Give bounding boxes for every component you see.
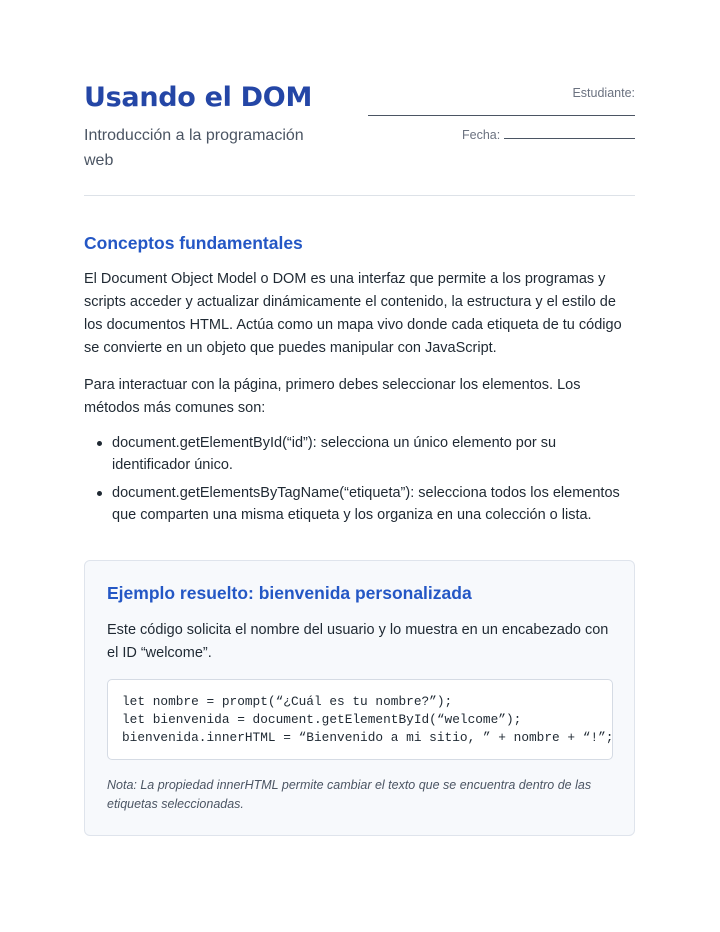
worked-example-box [84, 560, 635, 836]
date-row [462, 128, 635, 142]
student-label: Estudiante: [572, 86, 635, 100]
methods-paragraph: Para interactuar con la página, primero debes seleccionar los elementos. Los métodos más comunes son: [84, 377, 581, 416]
worksheet-header [84, 80, 635, 196]
code-line: bienvenida.innerHTML = “Bienvenido a mi sitio, ” + nombre + “!”; [122, 730, 614, 745]
list-item [84, 482, 635, 526]
bullet-dot-icon [97, 441, 102, 446]
student-name-field[interactable] [368, 115, 635, 116]
date-field[interactable] [504, 138, 635, 139]
example-description: Este código solicita el nombre del usuario y lo muestra en un encabezado con el ID “welcome”. [107, 622, 609, 661]
example-title: Ejemplo resuelto: bienvenida personalizada [107, 583, 472, 603]
page-title: Usando el DOM [84, 82, 313, 113]
list-item-text: document.getElementsByTagName(“etiqueta”): selecciona todos los elementos que comparten una misma etiqueta y los organiza en una colección o lista. [112, 485, 620, 523]
worksheet-page [84, 80, 635, 836]
section-title: Conceptos fundamentales [84, 233, 303, 253]
intro-paragraph: El Document Object Model o DOM es una interfaz que permite a los programas y scripts acceder y actualizar dinámicamente el contenido, la estructura y el estilo de los documentos HTML. Actúa como un mapa vivo donde cada etiqueta de tu código se convierte en un objeto que puedes manipular con JavaScript. [84, 271, 622, 356]
page-subtitle: Introducción a la programación web [84, 127, 304, 169]
bullet-dot-icon [97, 491, 102, 496]
code-block [107, 679, 613, 760]
code-line: let bienvenida = document.getElementById(“welcome”); [122, 712, 522, 727]
example-note: Nota: La propiedad innerHTML permite cambiar el texto que se encuentra dentro de las etiquetas seleccionadas. [107, 778, 592, 811]
methods-list [84, 432, 635, 526]
list-item [84, 432, 635, 476]
date-label: Fecha: [462, 128, 501, 142]
list-item-text: document.getElementById(“id”): selecciona un único elemento por su identificador único. [112, 435, 557, 473]
code-line: let nombre = prompt(“¿Cuál es tu nombre?”); [122, 694, 453, 709]
